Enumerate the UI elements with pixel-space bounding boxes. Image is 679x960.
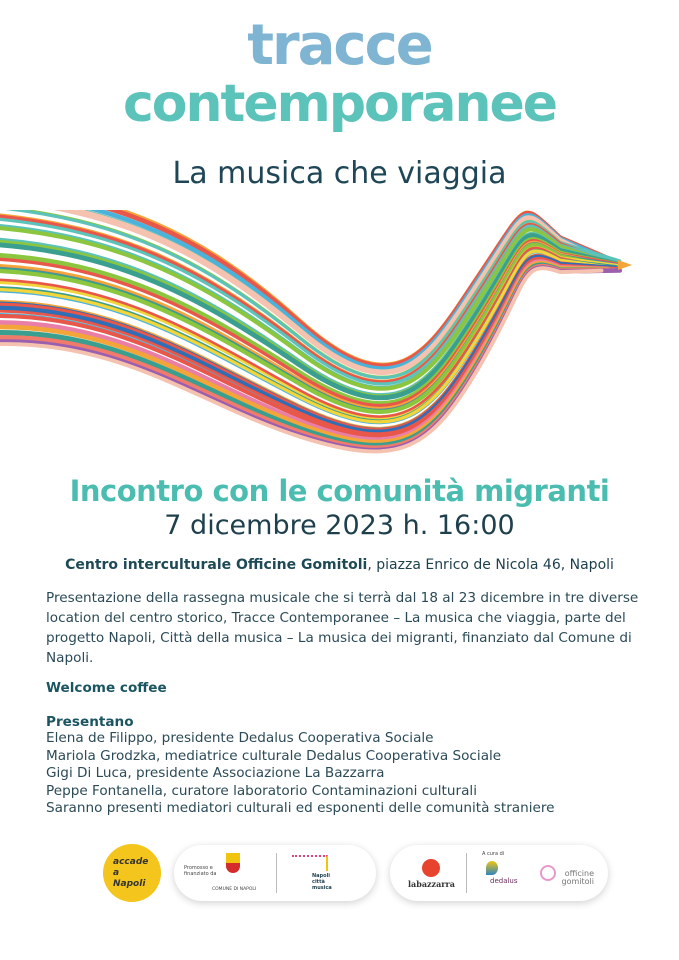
- curated-by-label: A cura di: [482, 851, 505, 857]
- presenter: Gigi Di Luca, presidente Associazione La Bazzarra: [46, 765, 385, 781]
- venue-address: , piazza Enrico de Nicola 46, Napoli: [367, 557, 614, 573]
- presenter: Peppe Fontanella, curatore laboratorio Contaminazioni culturali: [46, 782, 477, 799]
- napoli-musica-logo-text: Napoli città musica: [312, 873, 332, 891]
- divider: [276, 853, 277, 893]
- welcome-coffee: Welcome coffee: [46, 680, 167, 696]
- napoli-musica-icon: [292, 855, 328, 871]
- accade-a-napoli-badge: [103, 844, 161, 902]
- labazzarra-logo-icon: [422, 859, 440, 877]
- event-venue: [0, 555, 679, 575]
- title-line1: tracce: [247, 13, 432, 78]
- dedalus-logo-icon: [486, 861, 498, 875]
- comune-crest-icon: [226, 853, 240, 873]
- dedalus-logo-text: dedalus: [490, 877, 518, 885]
- event-datetime: 7 dicembre 2023 h. 16:00: [164, 510, 515, 541]
- curators-pill: [390, 845, 608, 901]
- presenter: Elena de Filippo, presidente Dedalus Cooperativa Sociale: [46, 730, 434, 746]
- event-heading: Incontro con le comunità migranti: [69, 474, 610, 508]
- labazzarra-logo-text: labazzarra: [408, 879, 455, 889]
- presenters-heading: Presentano: [46, 714, 134, 730]
- ribbon-illustration: [0, 210, 679, 460]
- badge-text: accade a Napoli: [113, 856, 149, 889]
- presenter: Saranno presenti mediatori culturali ed esponenti delle comunità straniere: [46, 800, 555, 816]
- title-line2: contemporanee: [122, 74, 557, 134]
- officine-gomitoli-logo-text: officine gomitoli: [561, 869, 594, 886]
- promoted-by-label: Promosso e finanziato da: [184, 865, 217, 877]
- subtitle: La musica che viaggia: [172, 156, 507, 191]
- presenters-list: [46, 730, 555, 818]
- divider: [466, 853, 467, 893]
- venue-name: Centro interculturale Officine Gomitoli: [65, 557, 368, 573]
- arrow-tip-icon: [618, 260, 632, 270]
- sponsor-pill: [174, 845, 376, 901]
- presenter: Mariola Grodzka, mediatrice culturale Dedalus Cooperativa Sociale: [46, 747, 502, 764]
- description: Presentazione della rassegna musicale che si terrà dal 18 al 23 dicembre in tre diverse location del centro storico, Tracce Contemporanee – La musica che viaggia, parte del progetto Napoli, Città della musica – La musica dei migranti, finanziato dal Comune di Napoli.: [46, 590, 639, 666]
- comune-logo-text: COMUNE DI NAPOLI: [212, 887, 257, 892]
